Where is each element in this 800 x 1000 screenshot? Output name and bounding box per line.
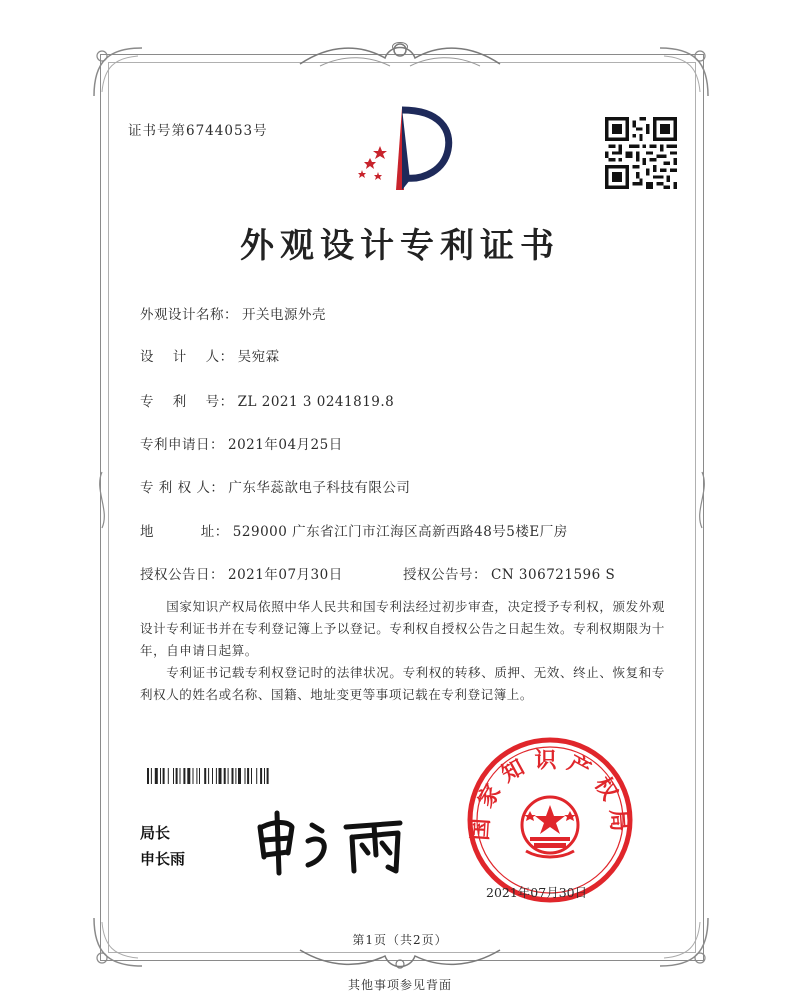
barcode-bar: [219, 768, 222, 784]
grant-number-row: [403, 563, 615, 583]
design-name-value: 开关电源外壳: [242, 307, 326, 323]
grant-date-value: 2021年07月30日: [228, 567, 343, 583]
design-name-label: 外观设计名称：: [140, 307, 238, 323]
barcode-bar: [208, 768, 209, 784]
filing-date-row: [140, 433, 343, 453]
barcode-bar: [204, 768, 206, 784]
designer-row: [140, 345, 280, 365]
right-side-ornament: [694, 470, 710, 530]
patentee-value: 广东华蕊歆电子科技有限公司: [228, 480, 411, 496]
certificate-number: 证书号第6744053号: [128, 123, 268, 139]
barcode-bar: [155, 768, 158, 784]
patent-number-label: 专 利 号：: [140, 394, 234, 410]
patent-number-row: [140, 390, 394, 410]
director-signature: [250, 805, 420, 880]
grant-date-label: 授权公告日：: [140, 567, 224, 583]
director-title: 局长: [140, 824, 171, 842]
director-name: 申长雨: [140, 850, 186, 868]
barcode-bar: [173, 768, 174, 784]
page-number: 第1页（共2页）: [352, 933, 448, 947]
barcode-bar: [168, 768, 169, 784]
footer-note: 其他事项参见背面: [347, 978, 452, 992]
seal-date: 2021年07月30日: [486, 885, 588, 900]
barcode-bar: [193, 768, 194, 784]
barcode-bar: [160, 768, 161, 784]
official-seal: [465, 735, 635, 905]
barcode-bar: [245, 768, 246, 784]
patentee-row: [140, 476, 410, 496]
design-name-row: [140, 303, 326, 323]
filing-date-label: 专利申请日：: [140, 437, 224, 453]
barcode-bar: [232, 768, 234, 784]
barcode-bar: [216, 768, 217, 784]
address-row: [140, 520, 568, 540]
address-label: 地 址：: [140, 524, 229, 540]
barcode-bar: [176, 768, 178, 784]
grant-statement-paragraph: 国家知识产权局依照中华人民共和国专利法经过初步审查，决定授予专利权，颁发外观设计专利证书并在专利登记簿上予以登记。专利权自授权公告之日起生效。专利权期限为十年，自申请日起算。: [140, 599, 665, 658]
barcode-bar: [183, 768, 185, 784]
barcode-bar: [199, 768, 200, 784]
top-ornament: [290, 34, 510, 76]
barcode-bar: [228, 768, 229, 784]
corner-ornament-tr: [654, 42, 714, 102]
filing-date-value: 2021年04月25日: [228, 437, 343, 453]
barcode: [147, 768, 322, 784]
patent-office-emblem: [340, 100, 460, 195]
qr-code: [605, 117, 677, 189]
legal-status-paragraph: 专利证书记载专利权登记时的法律状况。专利权的转移、质押、无效、终止、恢复和专利权人的姓名或名称、国籍、地址变更等事项记载在专利登记簿上。: [140, 665, 665, 702]
patent-number-value: ZL 2021 3 0241819.8: [237, 394, 395, 410]
barcode-bar: [147, 768, 149, 784]
barcode-bar: [256, 768, 257, 784]
barcode-bar: [151, 768, 152, 784]
patentee-label: 专 利 权 人：: [140, 480, 225, 496]
grant-date-row: [140, 563, 343, 583]
bottom-ornament: [290, 944, 510, 974]
barcode-bar: [267, 768, 269, 784]
barcode-bar: [163, 768, 165, 784]
barcode-bar: [247, 768, 249, 784]
barcode-bar: [260, 768, 262, 784]
grant-number-value: CN 306721596 S: [491, 567, 616, 583]
barcode-bar: [187, 768, 190, 784]
certificate-title: 外观设计专利证书: [240, 226, 560, 266]
grant-number-label: 授权公告号：: [403, 567, 487, 583]
designer-value: 吴宛霖: [237, 349, 280, 365]
barcode-bar: [264, 768, 265, 784]
left-side-ornament: [94, 470, 110, 530]
barcode-bar: [196, 768, 197, 784]
corner-ornament-tl: [88, 42, 148, 102]
seal-text: 国家知识产权局: [468, 748, 632, 842]
barcode-bar: [212, 768, 213, 784]
designer-label: 设 计 人：: [140, 349, 234, 365]
barcode-bar: [238, 768, 241, 784]
barcode-bar: [251, 768, 252, 784]
barcode-bar: [224, 768, 226, 784]
barcode-bar: [180, 768, 181, 784]
address-value: 529000 广东省江门市江海区高新西路48号5楼E厂房: [232, 524, 568, 540]
barcode-bar: [235, 768, 236, 784]
